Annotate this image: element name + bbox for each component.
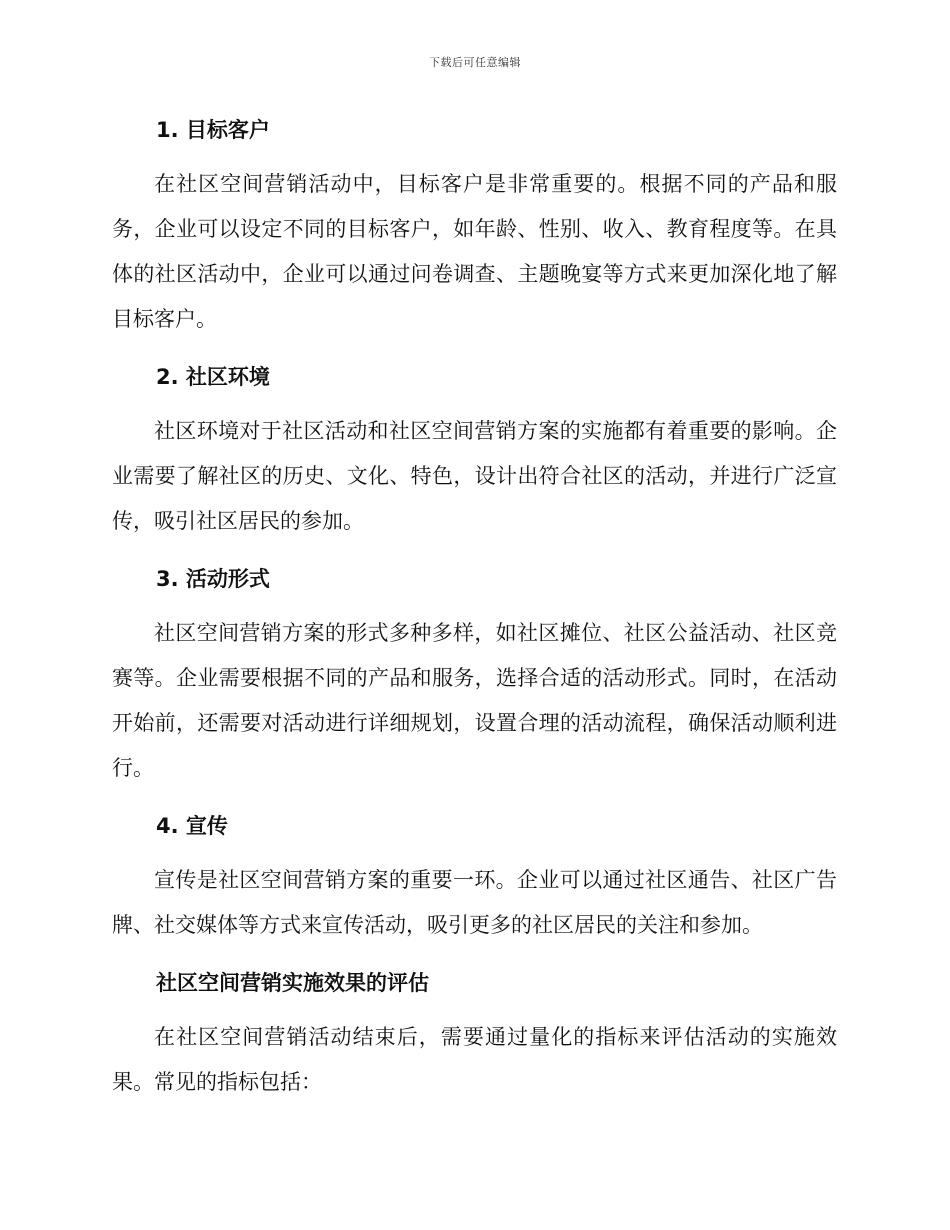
section-heading-promotion: 4. 宣传	[156, 814, 228, 838]
section-paragraph-target-customers: 在社区空间营销活动中，目标客户是非常重要的。根据不同的产品和服务，企业可以设定不同的目标客户，如年龄、性别、收入、教育程度等。在具体的社区活动中，企业可以通过问卷调查、主题晚宴等方式来更加深化地了解目标客户。	[112, 172, 837, 331]
section-heading-community-environment: 2. 社区环境	[156, 365, 270, 389]
section-heading-evaluation: 社区空间营销实施效果的评估	[156, 971, 429, 995]
section-paragraph-promotion: 宣传是社区空间营销方案的重要一环。企业可以通过社区通告、社区广告牌、社交媒体等方式来宣传活动，吸引更多的社区居民的关注和参加。	[112, 868, 837, 937]
section-heading-target-customers: 1. 目标客户	[156, 118, 270, 142]
page-header-note: 下载后可任意编辑	[429, 56, 521, 69]
section-heading-activity-format: 3. 活动形式	[156, 567, 270, 591]
section-paragraph-activity-format: 社区空间营销方案的形式多种多样，如社区摊位、社区公益活动、社区竞赛等。企业需要根据不同的产品和服务，选择合适的活动形式。同时，在活动开始前，还需要对活动进行详细规划，设置合理的活动流程，确保活动顺利进行。	[112, 621, 837, 780]
section-paragraph-evaluation: 在社区空间营销活动结束后，需要通过量化的指标来评估活动的实施效果。常见的指标包括：	[112, 1025, 837, 1094]
section-paragraph-community-environment: 社区环境对于社区活动和社区空间营销方案的实施都有着重要的影响。企业需要了解社区的历史、文化、特色，设计出符合社区的活动，并进行广泛宣传，吸引社区居民的参加。	[112, 419, 837, 533]
document-body	[112, 108, 837, 1105]
